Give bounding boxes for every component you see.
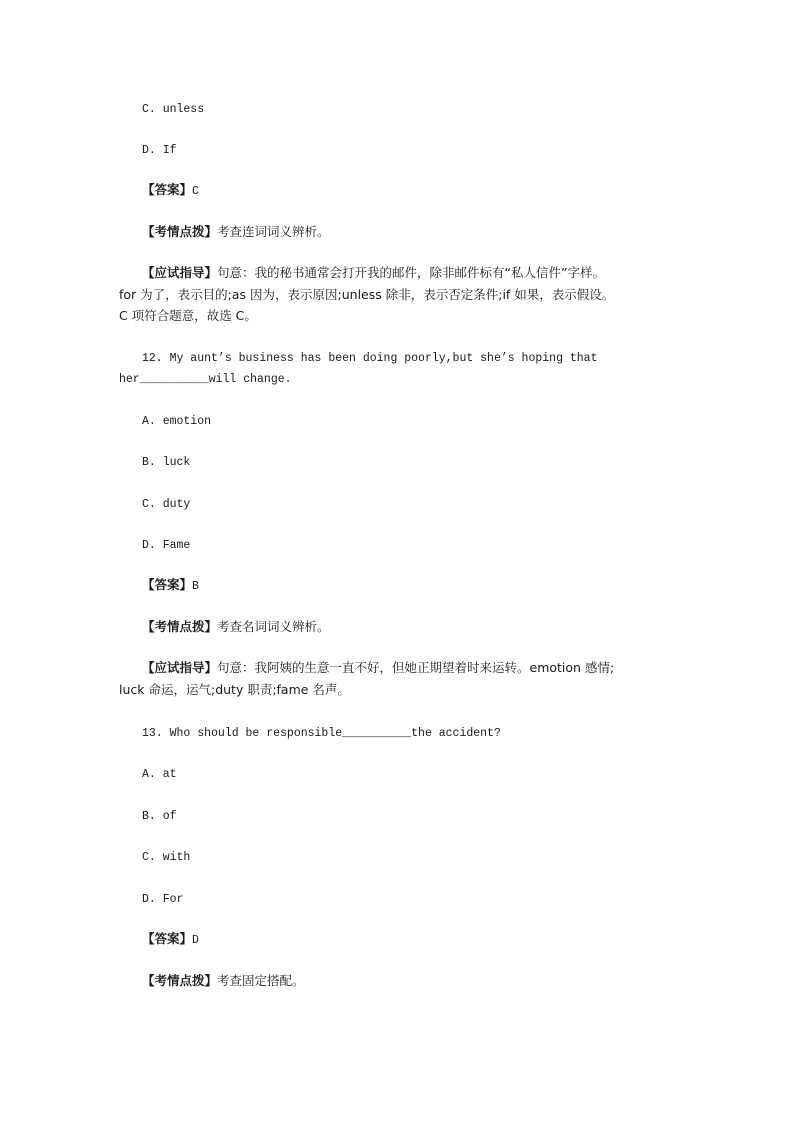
q13-option-d: D. For — [142, 893, 184, 906]
exam-point-text: 考查固定搭配。 — [217, 973, 305, 988]
exam-point-label: 【考情点拨】 — [142, 224, 218, 239]
guide-label: 【应试指导】 — [142, 265, 218, 280]
q13-stem: 13. Who should be responsible__________the accident? — [142, 727, 501, 740]
answer-label: 【答案】 — [142, 577, 193, 592]
exam-point-label: 【考情点拨】 — [142, 973, 218, 988]
q12-option-d: D. Fame — [142, 539, 191, 552]
guide-text: 句意：我的秘书通常会打开我的邮件，除非邮件标有“私人信件”字样。 — [217, 265, 605, 280]
q13-option-c: C. with — [142, 851, 191, 864]
q13-option-a: A. at — [142, 768, 177, 781]
q12-guide-line-2: luck 命运，运气;duty 职责;fame 名声。 — [119, 682, 350, 697]
q11-option-c: C. unless — [142, 103, 205, 116]
guide-label: 【应试指导】 — [142, 660, 218, 675]
q12-option-a: A. emotion — [142, 415, 212, 428]
answer-label: 【答案】 — [142, 931, 193, 946]
q12-option-c: C. duty — [142, 498, 191, 511]
q11-option-d: D. If — [142, 144, 177, 157]
answer-value: C — [192, 185, 199, 198]
q11-guide-line-3: C 项符合题意，故选 C。 — [119, 308, 257, 323]
answer-label: 【答案】 — [142, 182, 193, 197]
q12-stem-line-1: 12. My aunt’s business has been doing poorly,but she’s hoping that — [142, 352, 598, 365]
q11-guide-line-2: for 为了，表示目的;as 因为，表示原因;unless 除非，表示否定条件;if 如果，表示假设。 — [119, 287, 615, 302]
guide-text: 句意：我阿姨的生意一直不好，但她正期望着时来运转。emotion 感情; — [217, 660, 615, 675]
exam-point-text: 考查名词词义辨析。 — [217, 619, 330, 634]
exam-point-label: 【考情点拨】 — [142, 619, 218, 634]
q12-option-b: B. luck — [142, 456, 191, 469]
answer-value: D — [192, 934, 199, 947]
q13-exam-point — [142, 974, 305, 988]
q12-guide-line-1 — [142, 661, 614, 675]
q11-answer — [142, 183, 199, 199]
q12-answer — [142, 578, 199, 594]
q11-exam-point — [142, 225, 330, 239]
q12-exam-point — [142, 620, 330, 634]
q11-guide-line-1 — [142, 266, 605, 280]
q12-stem-line-2: her__________will change. — [119, 373, 292, 386]
q13-answer — [142, 932, 199, 948]
answer-value: B — [192, 580, 199, 593]
q13-option-b: B. of — [142, 810, 177, 823]
exam-point-text: 考查连词词义辨析。 — [217, 224, 330, 239]
